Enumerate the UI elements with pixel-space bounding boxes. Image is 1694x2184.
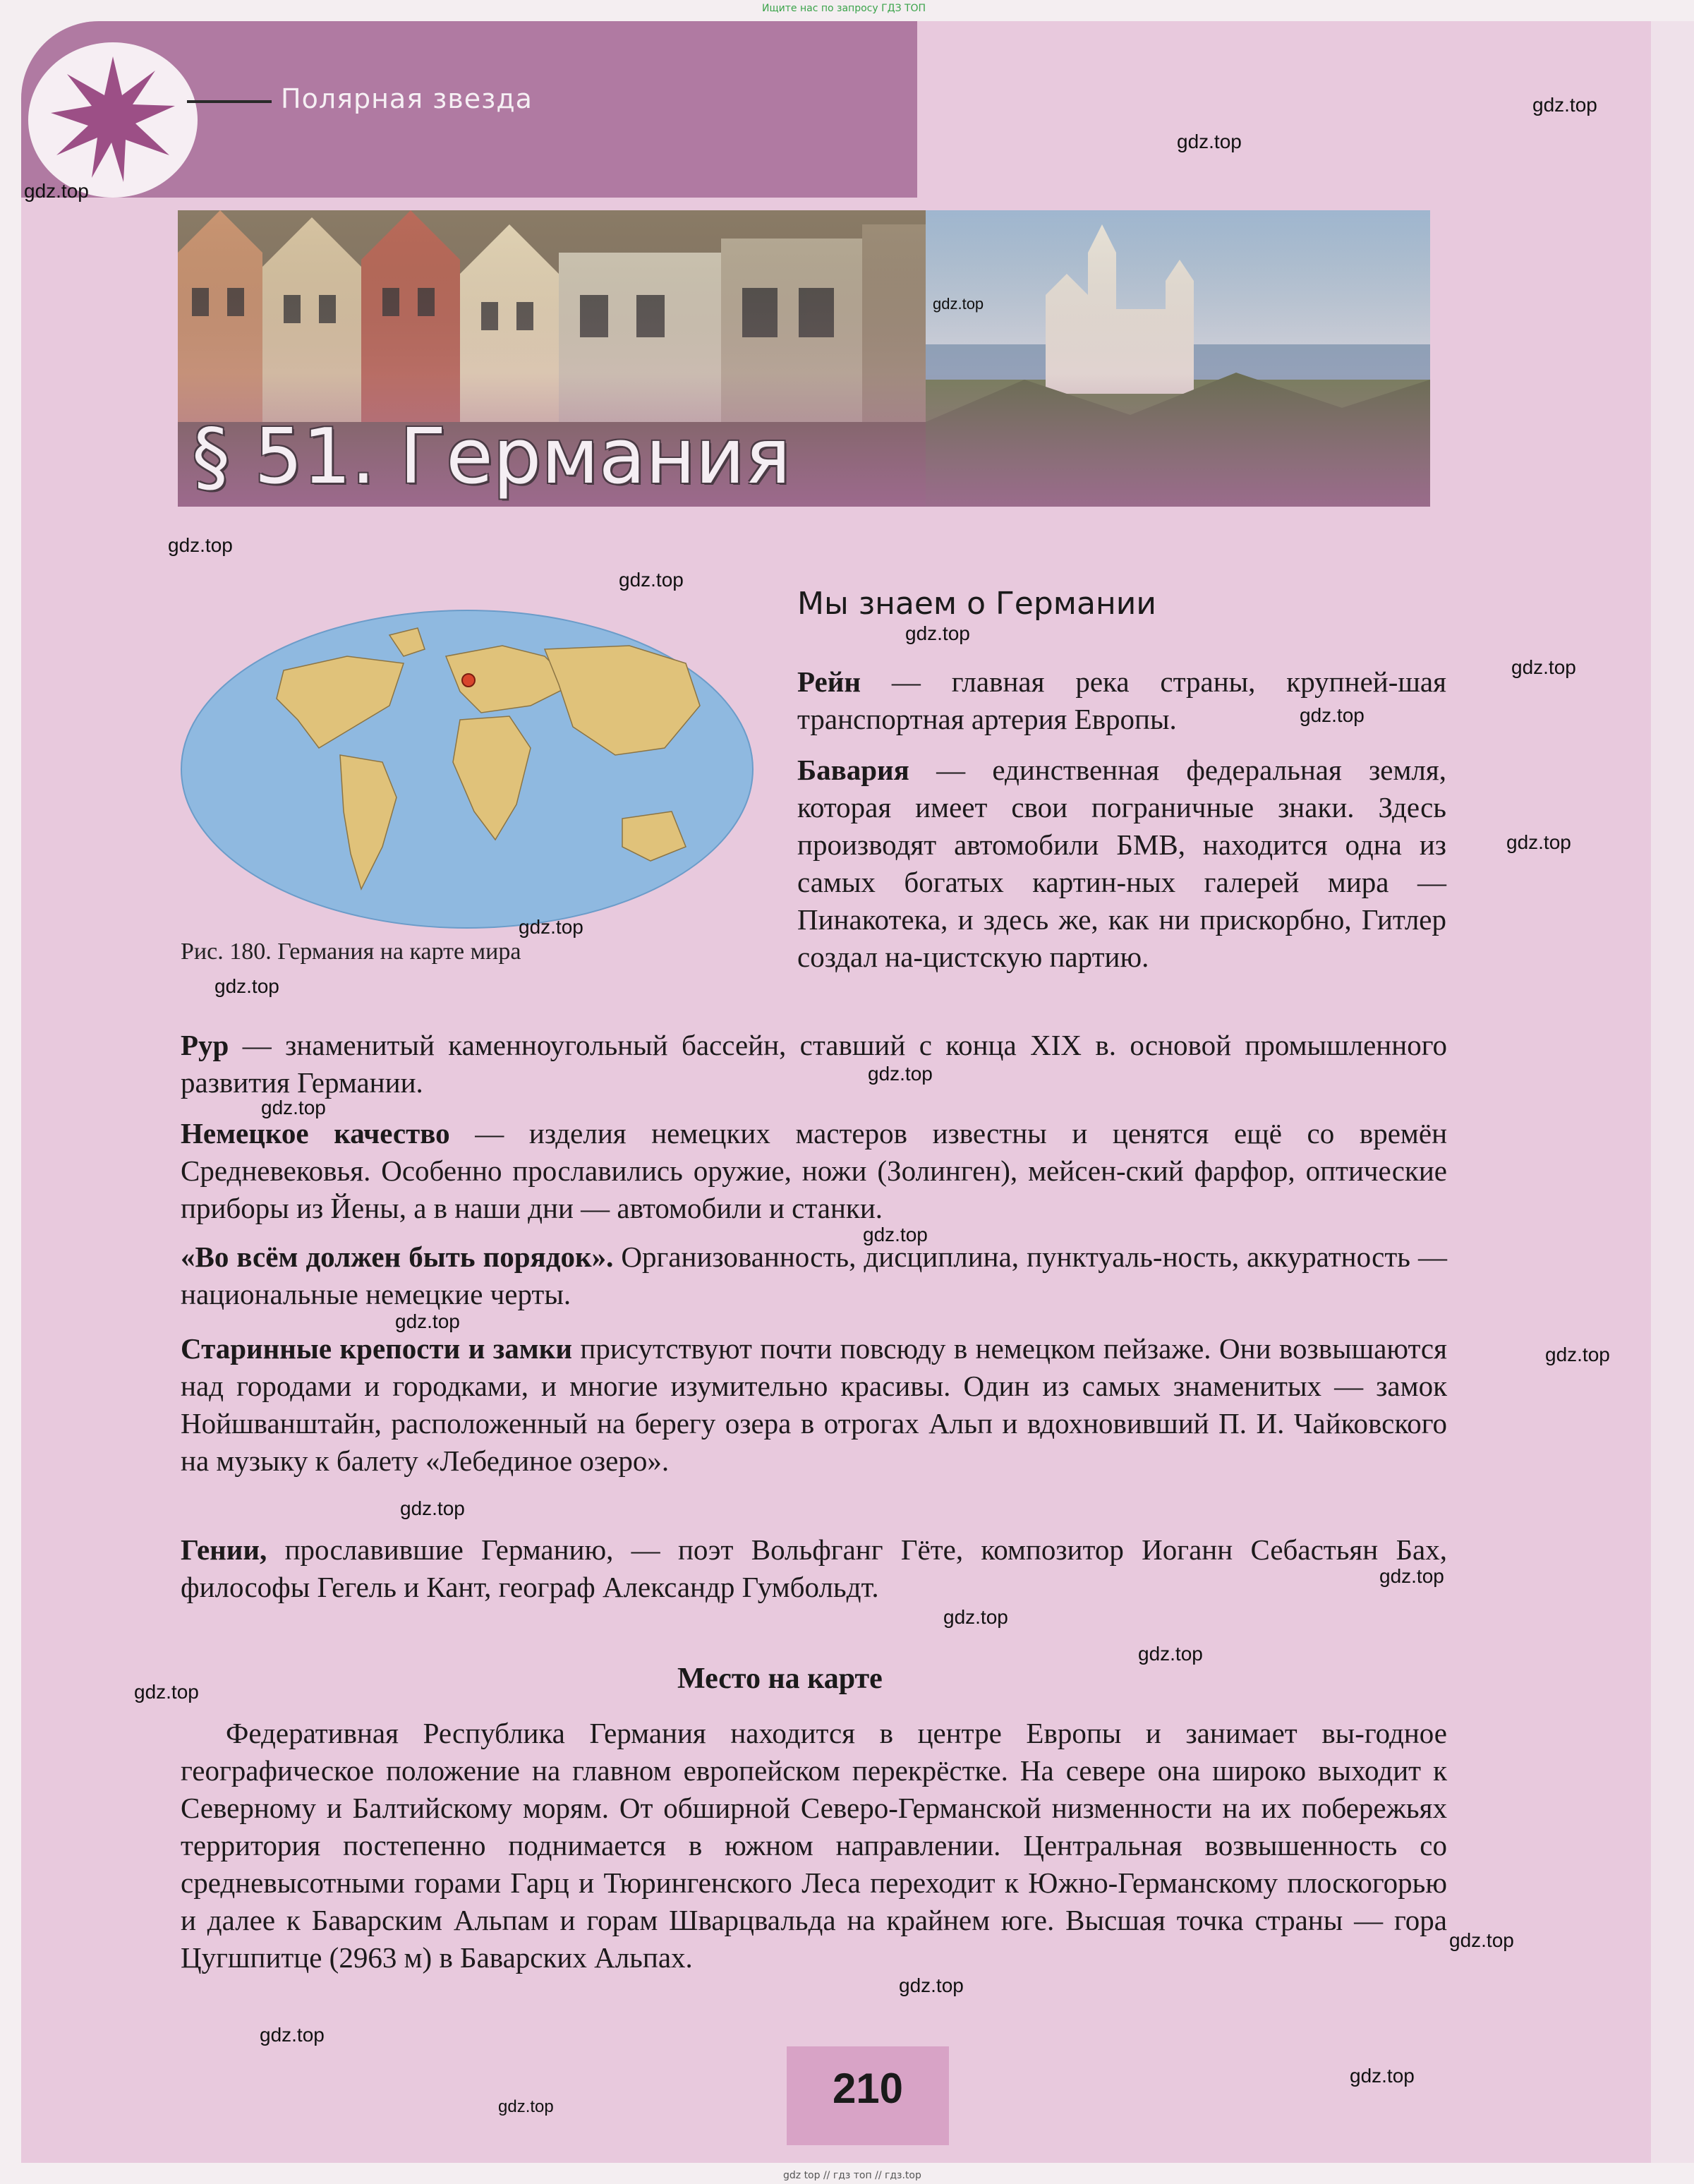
term-castles: Старинные крепости и замки — [181, 1332, 572, 1365]
watermark: gdz.top — [619, 569, 684, 591]
term-rhine: Рейн — [797, 665, 861, 698]
text-order: Организованность, дисциплина, пунктуаль-ность, аккуратность — национальные немецкие черты. — [181, 1241, 1448, 1310]
term-order: «Во всём должен быть порядок». — [181, 1241, 614, 1273]
watermark: gdz.top — [24, 180, 89, 202]
map-heading: Место на карте — [677, 1663, 883, 1695]
figure-caption: Рис. 180. Германия на карте мира — [181, 939, 521, 965]
watermark: gdz.top — [214, 975, 279, 997]
watermark: gdz.top — [168, 534, 233, 556]
text-bavaria: — единственная федеральная земля, которая имеет свои пограничные знаки. Здесь производят автомобили БМВ, находится одна из самых богатых картин-ных галерей мира — Пинакотека, и здесь же, как ни прискорбно, Гитлер создал на-цистскую партию. — [797, 754, 1446, 973]
watermark: gdz.top — [400, 1497, 465, 1519]
watermark: gdz.top — [1511, 656, 1576, 678]
watermark: gdz.top — [519, 916, 583, 938]
watermark: gdz.top — [1300, 704, 1365, 726]
star-icon — [49, 56, 176, 183]
text-castles: присутствуют почти повсюду в немецком пейзаже. Они возвышаются над городами и городками, и многие изумительно красивы. Один из самых знаменитых — замок Нойшванштайн, расположенный на берегу озера в отрогах Альп и вдохновивший П. И. Чайковского на музыку к балету «Лебединое озеро». — [181, 1332, 1447, 1477]
page-number: 210 — [832, 2065, 904, 2112]
known-heading: Мы знаем о Германии — [797, 586, 1156, 622]
paragraph-quality — [181, 1115, 1447, 1227]
watermark: gdz.top — [1545, 1344, 1610, 1365]
watermark: gdz.top — [933, 295, 984, 313]
watermark: gdz.top — [395, 1310, 460, 1332]
watermark: gdz.top — [943, 1606, 1008, 1628]
watermark: gdz.top — [1532, 94, 1597, 116]
header-rule — [187, 100, 272, 103]
site-note-top: Ищите нас по запросу ГДЗ ТОП — [762, 3, 926, 14]
paragraph-geniuses — [181, 1531, 1447, 1606]
watermark: gdz.top — [1506, 831, 1571, 853]
watermark: gdz.top — [1177, 131, 1242, 152]
term-geniuses: Гении, — [181, 1533, 267, 1566]
paragraph-bavaria — [797, 752, 1446, 976]
text-geniuses: прославившие Германию, — поэт Вольфганг Гёте, композитор Иоганн Себастьян Бах, философы Гегель и Кант, географ Александр Гумбольдт. — [181, 1533, 1447, 1603]
watermark: gdz.top — [498, 2097, 554, 2116]
site-note-bottom: gdz top // гдз топ // гдз.top — [783, 2170, 921, 2181]
watermark: gdz.top — [1379, 1565, 1444, 1587]
watermark: gdz.top — [1449, 1929, 1514, 1951]
watermark: gdz.top — [868, 1063, 933, 1085]
term-quality: Немецкое качество — [181, 1117, 450, 1150]
text-ruhr: — знаменитый каменноугольный бассейн, ставший с конца XIX в. основой промышленного развития Германии. — [181, 1029, 1447, 1099]
text-rhine: — главная река страны, крупней-шая транспортная артерия Европы. — [797, 665, 1446, 735]
paragraph-order — [181, 1238, 1447, 1313]
paragraph-rhine — [797, 663, 1446, 738]
text-quality: — изделия немецких мастеров известны и ценятся ещё со времён Средневековья. Особенно прославились оружие, ножи (Золинген), мейсен-ский фарфор, оптические приборы из Йены, а в наши дни — автомобили и станки. — [181, 1117, 1448, 1224]
watermark: gdz.top — [134, 1681, 199, 1703]
world-map — [178, 607, 756, 931]
term-ruhr: Рур — [181, 1029, 229, 1061]
series-title: Полярная звезда — [281, 83, 533, 114]
watermark: gdz.top — [260, 2024, 325, 2046]
page-edge — [1651, 21, 1694, 2163]
watermark: gdz.top — [905, 622, 970, 644]
term-bavaria: Бавария — [797, 754, 909, 786]
section-title: § 51. Германия — [192, 413, 791, 501]
watermark: gdz.top — [1350, 2065, 1415, 2087]
paragraph-ruhr — [181, 1027, 1447, 1102]
paragraph-castles — [181, 1330, 1447, 1480]
watermark: gdz.top — [899, 1974, 964, 1996]
watermark: gdz.top — [863, 1224, 928, 1245]
watermark: gdz.top — [261, 1097, 326, 1118]
paragraph-location: Федеративная Республика Германия находится в центре Европы и занимает вы-годное географическое положение на главном европейском перекрёстке. На севере она широко выходит к Северному и Балтийскому морям. От обширной Северо-Германской низменности на их побережьях территория постепенно поднимается в южном направлении. Центральная возвышенность со средневысотными горами Гарц и Тюрингенского Леса переходит к Южно-Германскому плоскогорью и далее к Баварским Альпам и горам Шварцвальда на крайнем юге. Высшая точка страны — гора Цугшпитце (2963 м) в Баварских Альпах. — [181, 1717, 1447, 1974]
watermark: gdz.top — [1138, 1643, 1203, 1665]
